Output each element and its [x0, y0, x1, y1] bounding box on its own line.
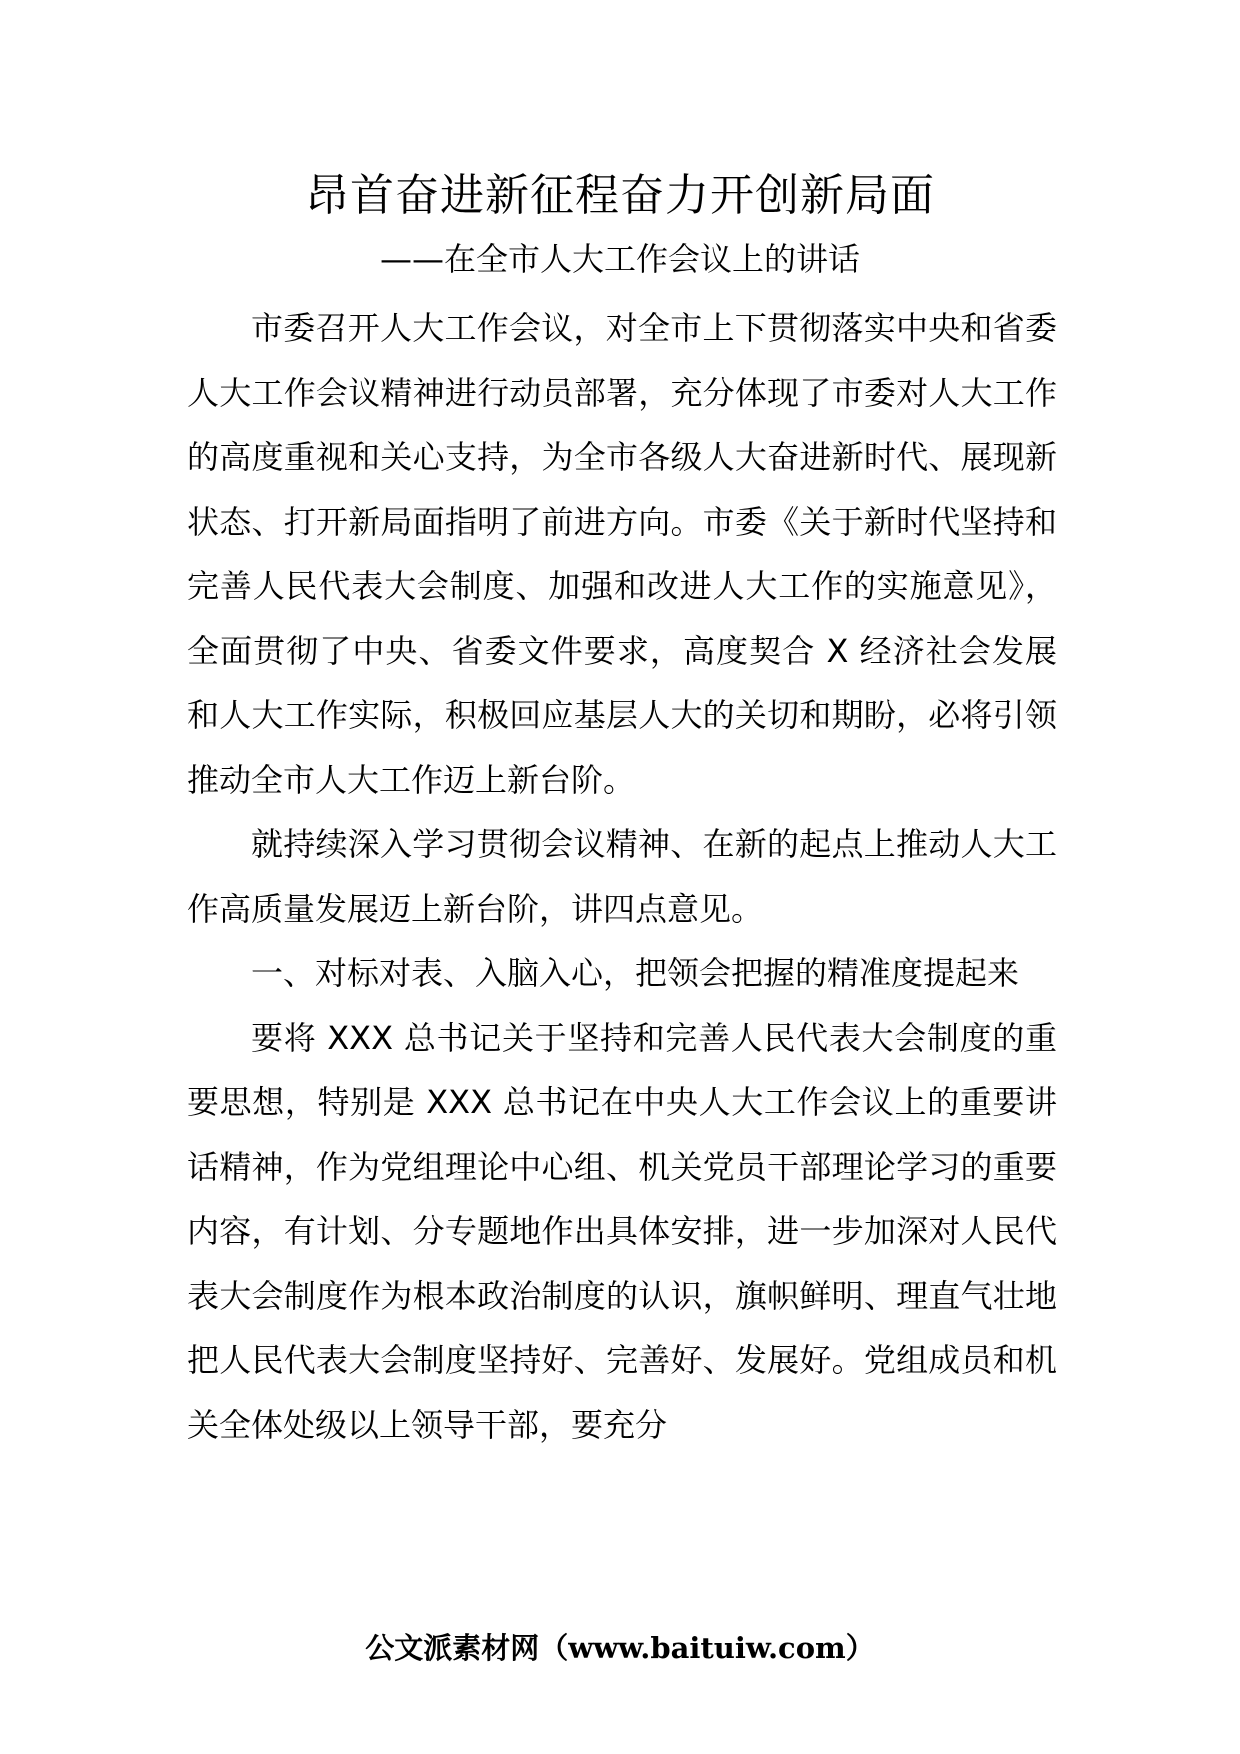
paragraph-intro: 市委召开人大工作会议，对全市上下贯彻落实中央和省委人大工作会议精神进行动员部署，充分体现了市委对人大工作的高度重视和关心支持，为全市各级人大奋进新时代、展现新状态、打开新局面指明了前进方向。市委《关于新时代坚持和完善人民代表大会制度、加强和改进人大工作的实施意见》，全面贯彻了中央、省委文件要求，高度契合 X 经济社会发展和人大工作实际，积极回应基层人大的关切和期盼，必将引领推动全市人大工作迈上新台阶。 [187, 309, 1057, 799]
footer-watermark: 公文派素材网（www.baituiw.com） [365, 1631, 875, 1665]
document-subtitle: ——在全市人大工作会议上的讲话 [379, 240, 860, 278]
paragraph-section-1: 要将 XXX 总书记关于坚持和完善人民代表大会制度的重要思想，特别是 XXX 总书记在中央人大工作会议上的重要讲话精神，作为党组理论中心组、机关党员干部理论学习的重要内容，有计划、分专题地作出具体安排，进一步加深对人民代表大会制度作为根本政治制度的认识，旗帜鲜明、理直气壮地把人民代表大会制度坚持好、完善好、发展好。党组成员和机关全体处级以上领导干部，要充分 [187, 1018, 1057, 1444]
section-heading-1: 一、对标对表、入脑入心，把领会把握的精准度提起来 [251, 954, 1020, 992]
document-title: 昂首奋进新征程奋力开创新局面 [305, 170, 935, 221]
paragraph-overview: 就持续深入学习贯彻会议精神、在新的起点上推动人大工作高质量发展迈上新台阶，讲四点意见。 [187, 825, 1057, 928]
document-body [187, 296, 1057, 1457]
